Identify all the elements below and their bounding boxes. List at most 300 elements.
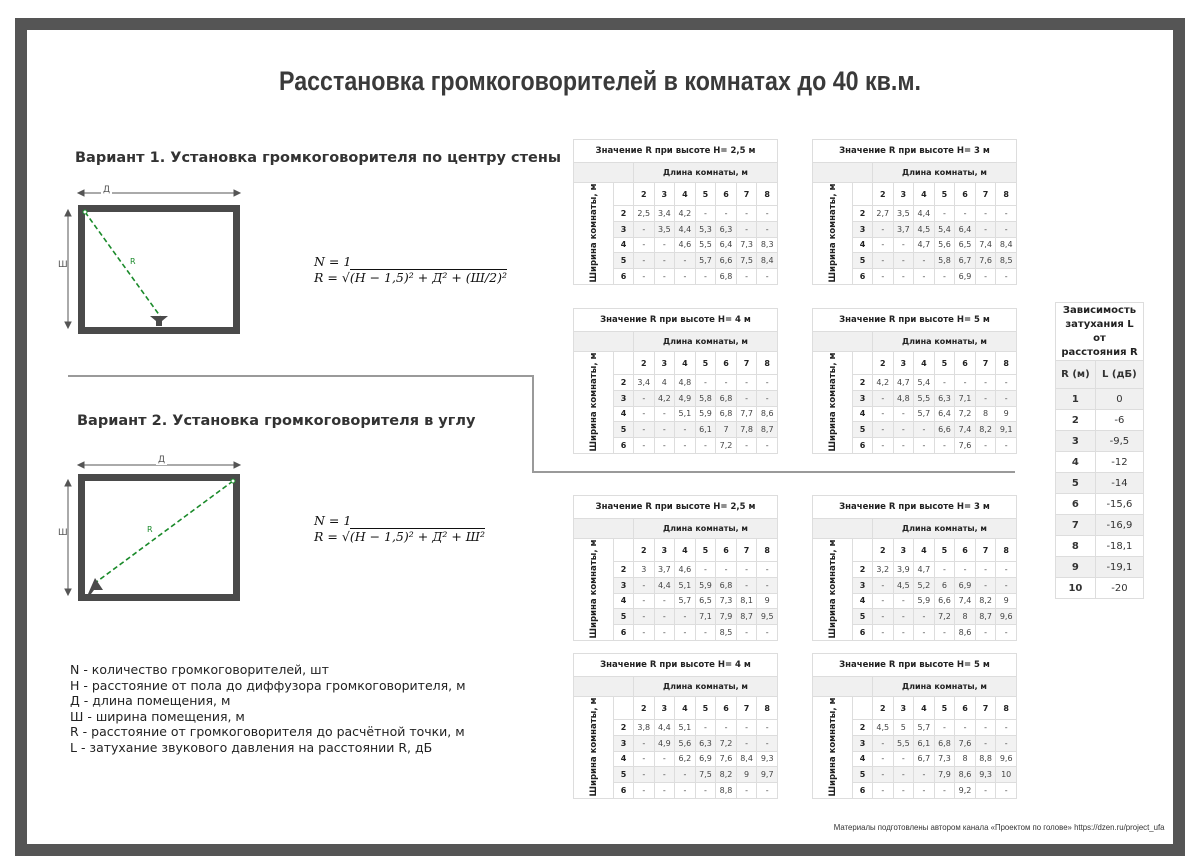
table-cell: - — [975, 390, 996, 406]
table-cell: - — [914, 422, 935, 438]
row-header: 5 — [853, 767, 873, 783]
table-cell: 9,1 — [996, 422, 1017, 438]
table-cell: 4,6 — [675, 562, 696, 578]
row-header: 2 — [853, 375, 873, 391]
table-cell: 7 — [716, 422, 737, 438]
table-cell: 6,3 — [716, 221, 737, 237]
col-header: 6 — [716, 539, 737, 562]
col-header: 5 — [934, 183, 955, 206]
table-cell: 9 — [996, 406, 1017, 422]
table-cell: 6,8 — [716, 577, 737, 593]
table-cell: 4,4 — [654, 720, 675, 736]
r-table — [812, 308, 1017, 454]
table-cell: 5,4 — [914, 375, 935, 391]
row-axis-label — [574, 539, 614, 641]
table-cell: - — [914, 253, 935, 269]
table-cell: - — [955, 375, 976, 391]
table-title: Значение R при высоте H= 4 м — [574, 309, 778, 332]
table-cell: 5,1 — [675, 577, 696, 593]
table-cell: - — [873, 406, 894, 422]
table-cell: 6,9 — [695, 751, 716, 767]
table-cell: 8,6 — [955, 767, 976, 783]
r-value: 7 — [1056, 515, 1096, 536]
table-cell: 6,1 — [914, 735, 935, 751]
table-cell: 8,5 — [716, 625, 737, 641]
table-cell: 6,7 — [914, 751, 935, 767]
table-cell: - — [975, 438, 996, 454]
table-cell: - — [934, 375, 955, 391]
row-header: 4 — [853, 751, 873, 767]
r-table — [573, 653, 778, 799]
table-cell: 5,8 — [695, 390, 716, 406]
table-cell: - — [654, 751, 675, 767]
table-cell: - — [675, 625, 696, 641]
table-cell: - — [955, 720, 976, 736]
col-header: 6 — [716, 352, 737, 375]
table-cell: 7,6 — [955, 438, 976, 454]
r-value: 9 — [1056, 557, 1096, 578]
col-header: 3 — [654, 539, 675, 562]
variant1-r-label: R — [130, 257, 136, 266]
table-cell: 8,8 — [975, 751, 996, 767]
table-cell: 9,3 — [757, 751, 778, 767]
table-cell: - — [873, 593, 894, 609]
variant2-heading: Вариант 2. Установка громкоговорителя в углу — [77, 413, 476, 429]
col-header: 6 — [716, 697, 737, 720]
table-cell: - — [996, 221, 1017, 237]
r-table — [812, 653, 1017, 799]
table-cell: 3,9 — [893, 562, 914, 578]
table-cell: 7,5 — [695, 767, 716, 783]
table-corner — [813, 677, 873, 697]
table-cell: 8,7 — [757, 422, 778, 438]
formula-n: N = 1 — [314, 254, 352, 269]
row-header: 6 — [853, 438, 873, 454]
table-cell: - — [736, 720, 757, 736]
table-cell: - — [757, 625, 778, 641]
legend-item: R - расстояние от громкоговорителя до расчётной точки, м — [70, 724, 465, 739]
variant1-room-diagram — [50, 180, 260, 340]
table-subheader: Длина комнаты, м — [634, 519, 778, 539]
table-cell: 7,6 — [975, 253, 996, 269]
table-cell: 4,7 — [914, 562, 935, 578]
col-header: 6 — [955, 352, 976, 375]
r-value: 6 — [1056, 494, 1096, 515]
table-cell: - — [893, 783, 914, 799]
table-cell: - — [873, 237, 894, 253]
table-cell: - — [736, 390, 757, 406]
table-cell: - — [757, 562, 778, 578]
table-cell: - — [675, 438, 696, 454]
col-header: 4 — [675, 697, 696, 720]
table-subheader: Длина комнаты, м — [634, 332, 778, 352]
row-axis-label-text: Ширина комнаты, м — [827, 183, 838, 283]
row-header: 5 — [853, 609, 873, 625]
r-distance-line — [85, 212, 160, 316]
l-value: -16,9 — [1095, 515, 1143, 536]
r-table — [812, 139, 1017, 285]
row-axis-label-text: Ширина комнаты, м — [827, 352, 838, 452]
table-corner — [574, 163, 634, 183]
table-cell: 8,8 — [716, 783, 737, 799]
table-cell: 4,9 — [654, 735, 675, 751]
row-header: 4 — [614, 751, 634, 767]
col-header: 7 — [736, 539, 757, 562]
row-header: 3 — [853, 390, 873, 406]
col-header: 2 — [634, 539, 655, 562]
table-cell: 4,2 — [873, 375, 894, 391]
table-cell: - — [934, 625, 955, 641]
table-cell: - — [695, 375, 716, 391]
table-cell: 5,6 — [934, 237, 955, 253]
table-cell: 6,9 — [955, 269, 976, 285]
table-cell: 6,8 — [716, 406, 737, 422]
col-header: 8 — [996, 697, 1017, 720]
table-cell: - — [893, 609, 914, 625]
col-header: 6 — [955, 183, 976, 206]
table-cell: - — [975, 206, 996, 222]
table-cell: 7,3 — [716, 593, 737, 609]
table-cell: - — [975, 783, 996, 799]
table-cell: - — [996, 206, 1017, 222]
table-cell: 3,2 — [873, 562, 894, 578]
row-header: 5 — [614, 609, 634, 625]
col-header: 2 — [873, 352, 894, 375]
table-cell: - — [634, 767, 655, 783]
table-cell: - — [736, 206, 757, 222]
row-axis-label — [813, 697, 853, 799]
table-cell: 7,2 — [716, 438, 737, 454]
table-subheader: Длина комнаты, м — [634, 163, 778, 183]
table-cell: - — [695, 783, 716, 799]
table-cell: - — [996, 735, 1017, 751]
table-cell: 8,6 — [955, 625, 976, 641]
row-axis-label — [813, 352, 853, 454]
r-table — [812, 495, 1017, 641]
table-cell: - — [893, 438, 914, 454]
col-header: 7 — [736, 183, 757, 206]
table-cell: - — [654, 767, 675, 783]
table-cell: 3,5 — [893, 206, 914, 222]
formula-r-radicand: (H − 1,5)² + Д² + (Ш/2)² — [349, 270, 507, 285]
header-corner — [853, 352, 873, 375]
table-cell: - — [757, 269, 778, 285]
table-cell: 8,2 — [716, 767, 737, 783]
col-header: 4 — [914, 697, 935, 720]
speaker-icon — [150, 316, 168, 326]
table-subheader: Длина комнаты, м — [873, 332, 1017, 352]
row-header: 5 — [614, 767, 634, 783]
table-cell: 3,5 — [654, 221, 675, 237]
table-cell: - — [934, 269, 955, 285]
row-axis-label — [813, 183, 853, 285]
row-header: 3 — [614, 577, 634, 593]
table-cell: - — [996, 783, 1017, 799]
row-axis-label-text: Ширина комнаты, м — [827, 539, 838, 639]
table-cell: - — [975, 720, 996, 736]
col-header-l: L (дБ) — [1095, 361, 1143, 389]
col-header: 3 — [893, 539, 914, 562]
table-cell: 4,9 — [675, 390, 696, 406]
l-value: -14 — [1095, 473, 1143, 494]
l-value: -20 — [1095, 578, 1143, 599]
table-cell: - — [975, 735, 996, 751]
table-cell: - — [914, 438, 935, 454]
table-cell: - — [873, 269, 894, 285]
col-header: 5 — [934, 539, 955, 562]
col-header: 4 — [675, 539, 696, 562]
table-cell: - — [736, 577, 757, 593]
row-header: 2 — [614, 206, 634, 222]
table-cell: 3,7 — [654, 562, 675, 578]
formula-r-lhs: R = √ — [314, 270, 350, 285]
table-cell: 7,9 — [716, 609, 737, 625]
col-header: 2 — [873, 539, 894, 562]
table-cell: - — [893, 406, 914, 422]
attenuation-title: Зависимость затухания L от расстояния R — [1056, 303, 1144, 361]
table-cell: - — [873, 735, 894, 751]
table-cell: - — [975, 221, 996, 237]
table-cell: - — [996, 577, 1017, 593]
col-header: 7 — [975, 697, 996, 720]
table-subheader: Длина комнаты, м — [873, 677, 1017, 697]
table-cell: - — [893, 269, 914, 285]
table-cell: 5,5 — [893, 735, 914, 751]
table-cell: 9,5 — [757, 609, 778, 625]
l-value: -6 — [1095, 410, 1143, 431]
table-cell: 2,5 — [634, 206, 655, 222]
table-cell: 7,2 — [716, 735, 737, 751]
table-cell: 3,4 — [654, 206, 675, 222]
table-cell: 6,2 — [675, 751, 696, 767]
table-cell: 5,7 — [675, 593, 696, 609]
table-cell: 2,7 — [873, 206, 894, 222]
table-cell: - — [654, 422, 675, 438]
col-header: 4 — [914, 352, 935, 375]
table-cell: - — [634, 269, 655, 285]
calc-point-icon — [83, 210, 87, 214]
table-cell: - — [893, 237, 914, 253]
col-header-r: R (м) — [1056, 361, 1096, 389]
legend-item: Ш - ширина помещения, м — [70, 708, 245, 724]
table-cell: - — [893, 767, 914, 783]
table-cell: - — [757, 206, 778, 222]
table-cell: 8,4 — [736, 751, 757, 767]
table-cell: - — [893, 751, 914, 767]
table-cell: - — [716, 562, 737, 578]
table-cell: 5,9 — [914, 593, 935, 609]
r-table — [573, 139, 778, 285]
table-cell: - — [757, 221, 778, 237]
table-cell: 8 — [955, 609, 976, 625]
row-header: 5 — [614, 253, 634, 269]
table-cell: - — [873, 221, 894, 237]
table-cell: 6,4 — [934, 406, 955, 422]
col-header: 4 — [675, 352, 696, 375]
table-cell: 4,7 — [914, 237, 935, 253]
row-header: 2 — [853, 206, 873, 222]
row-header: 6 — [614, 783, 634, 799]
variant1-heading: Вариант 1. Установка громкоговорителя по центру стены — [75, 150, 561, 166]
table-cell: - — [996, 720, 1017, 736]
table-cell: 6,4 — [955, 221, 976, 237]
table-cell: 8,3 — [757, 237, 778, 253]
table-cell: - — [695, 720, 716, 736]
table-cell: - — [934, 783, 955, 799]
table-cell: 7,4 — [955, 422, 976, 438]
table-cell: - — [675, 783, 696, 799]
table-cell: 6,6 — [716, 253, 737, 269]
r-value: 10 — [1056, 578, 1096, 599]
table-cell: 4,4 — [675, 221, 696, 237]
table-cell: 7,3 — [736, 237, 757, 253]
table-title: Значение R при высоте H= 3 м — [813, 140, 1017, 163]
table-cell: - — [757, 390, 778, 406]
table-cell: 8,2 — [975, 593, 996, 609]
table-cell: 6,1 — [695, 422, 716, 438]
table-cell: 7,4 — [975, 237, 996, 253]
table-cell: 8,7 — [975, 609, 996, 625]
table-cell: - — [934, 562, 955, 578]
table-title: Значение R при высоте H= 3 м — [813, 496, 1017, 519]
table-cell: - — [757, 438, 778, 454]
table-cell: 6,3 — [695, 735, 716, 751]
table-cell: 5,1 — [675, 406, 696, 422]
calc-point-icon — [231, 479, 235, 483]
col-header: 7 — [975, 183, 996, 206]
l-value: -19,1 — [1095, 557, 1143, 578]
table-cell: - — [873, 253, 894, 269]
table-cell: - — [634, 751, 655, 767]
table-cell: 4,2 — [654, 390, 675, 406]
col-header: 5 — [695, 697, 716, 720]
formula-r-lhs: R = √ — [314, 529, 350, 544]
row-axis-label-text: Ширина комнаты, м — [588, 183, 599, 283]
row-header: 5 — [614, 422, 634, 438]
table-title: Значение R при высоте H= 5 м — [813, 309, 1017, 332]
table-cell: 7,1 — [955, 390, 976, 406]
table-cell: - — [975, 625, 996, 641]
col-header: 7 — [975, 539, 996, 562]
table-cell: - — [975, 562, 996, 578]
table-cell: - — [757, 720, 778, 736]
attenuation-row — [1056, 473, 1144, 494]
table-cell: 7,2 — [955, 406, 976, 422]
table-cell: - — [996, 390, 1017, 406]
table-cell: 7,3 — [934, 751, 955, 767]
l-value: -12 — [1095, 452, 1143, 473]
col-header: 4 — [914, 539, 935, 562]
variant2-room-diagram — [50, 450, 260, 610]
table-cell: 6,9 — [955, 577, 976, 593]
table-cell: - — [873, 438, 894, 454]
table-cell: 7,4 — [955, 593, 976, 609]
table-cell: - — [675, 609, 696, 625]
table-cell: - — [736, 783, 757, 799]
r-value: 8 — [1056, 536, 1096, 557]
table-cell: 5,7 — [914, 406, 935, 422]
row-header: 6 — [614, 625, 634, 641]
footer-credit: Материалы подготовлены автором канала «Проектом по голове» https://dzen.ru/project_ufa — [833, 822, 1164, 832]
col-header: 6 — [716, 183, 737, 206]
table-cell: - — [634, 438, 655, 454]
col-header: 8 — [757, 697, 778, 720]
table-cell: 9,6 — [996, 751, 1017, 767]
row-header: 4 — [614, 237, 634, 253]
row-header: 2 — [853, 720, 873, 736]
l-value: -15,6 — [1095, 494, 1143, 515]
table-corner — [813, 163, 873, 183]
l-value: -9,5 — [1095, 431, 1143, 452]
table-cell: - — [736, 375, 757, 391]
row-axis-label — [574, 352, 614, 454]
table-cell: 4,6 — [675, 237, 696, 253]
table-cell: - — [934, 438, 955, 454]
r-value: 3 — [1056, 431, 1096, 452]
table-cell: - — [893, 253, 914, 269]
r-table — [573, 308, 778, 454]
table-cell: - — [873, 767, 894, 783]
table-cell: - — [654, 609, 675, 625]
attenuation-row — [1056, 536, 1144, 557]
table-cell: - — [873, 625, 894, 641]
table-cell: - — [634, 221, 655, 237]
table-cell: 7,8 — [736, 422, 757, 438]
table-cell: 4,4 — [914, 206, 935, 222]
table-cell: - — [716, 206, 737, 222]
table-title: Значение R при высоте H= 4 м — [574, 654, 778, 677]
col-header: 2 — [873, 697, 894, 720]
table-cell: - — [914, 269, 935, 285]
table-subheader: Длина комнаты, м — [634, 677, 778, 697]
attenuation-table — [1055, 302, 1144, 599]
table-cell: 4,5 — [893, 577, 914, 593]
attenuation-row — [1056, 515, 1144, 536]
table-cell: - — [634, 625, 655, 641]
table-corner — [574, 519, 634, 539]
attenuation-row — [1056, 410, 1144, 431]
formula-r-radicand: (H − 1,5)² + Д² + Ш² — [349, 529, 486, 544]
table-cell: 5 — [893, 720, 914, 736]
table-cell: - — [654, 237, 675, 253]
r-distance-line — [95, 481, 233, 583]
table-cell: 4,5 — [914, 221, 935, 237]
row-header: 4 — [614, 406, 634, 422]
variant2-r-label: R — [147, 525, 153, 534]
table-cell: 9,2 — [955, 783, 976, 799]
table-cell: - — [873, 390, 894, 406]
table-cell: 8,2 — [975, 422, 996, 438]
r-value: 5 — [1056, 473, 1096, 494]
table-cell: 8,4 — [996, 237, 1017, 253]
table-cell: - — [914, 783, 935, 799]
legend — [70, 662, 466, 755]
variant1-width-label: Ш — [58, 260, 68, 270]
table-cell: - — [695, 625, 716, 641]
row-header: 4 — [853, 237, 873, 253]
row-header: 4 — [614, 593, 634, 609]
table-cell: 9,6 — [996, 609, 1017, 625]
legend-item: N - количество громкоговорителей, шт — [70, 662, 329, 677]
col-header: 2 — [634, 697, 655, 720]
table-cell: - — [975, 375, 996, 391]
table-cell: 5,9 — [695, 406, 716, 422]
table-cell: 5,7 — [695, 253, 716, 269]
row-header: 5 — [853, 253, 873, 269]
table-cell: - — [736, 735, 757, 751]
table-cell: - — [757, 783, 778, 799]
table-corner — [813, 519, 873, 539]
